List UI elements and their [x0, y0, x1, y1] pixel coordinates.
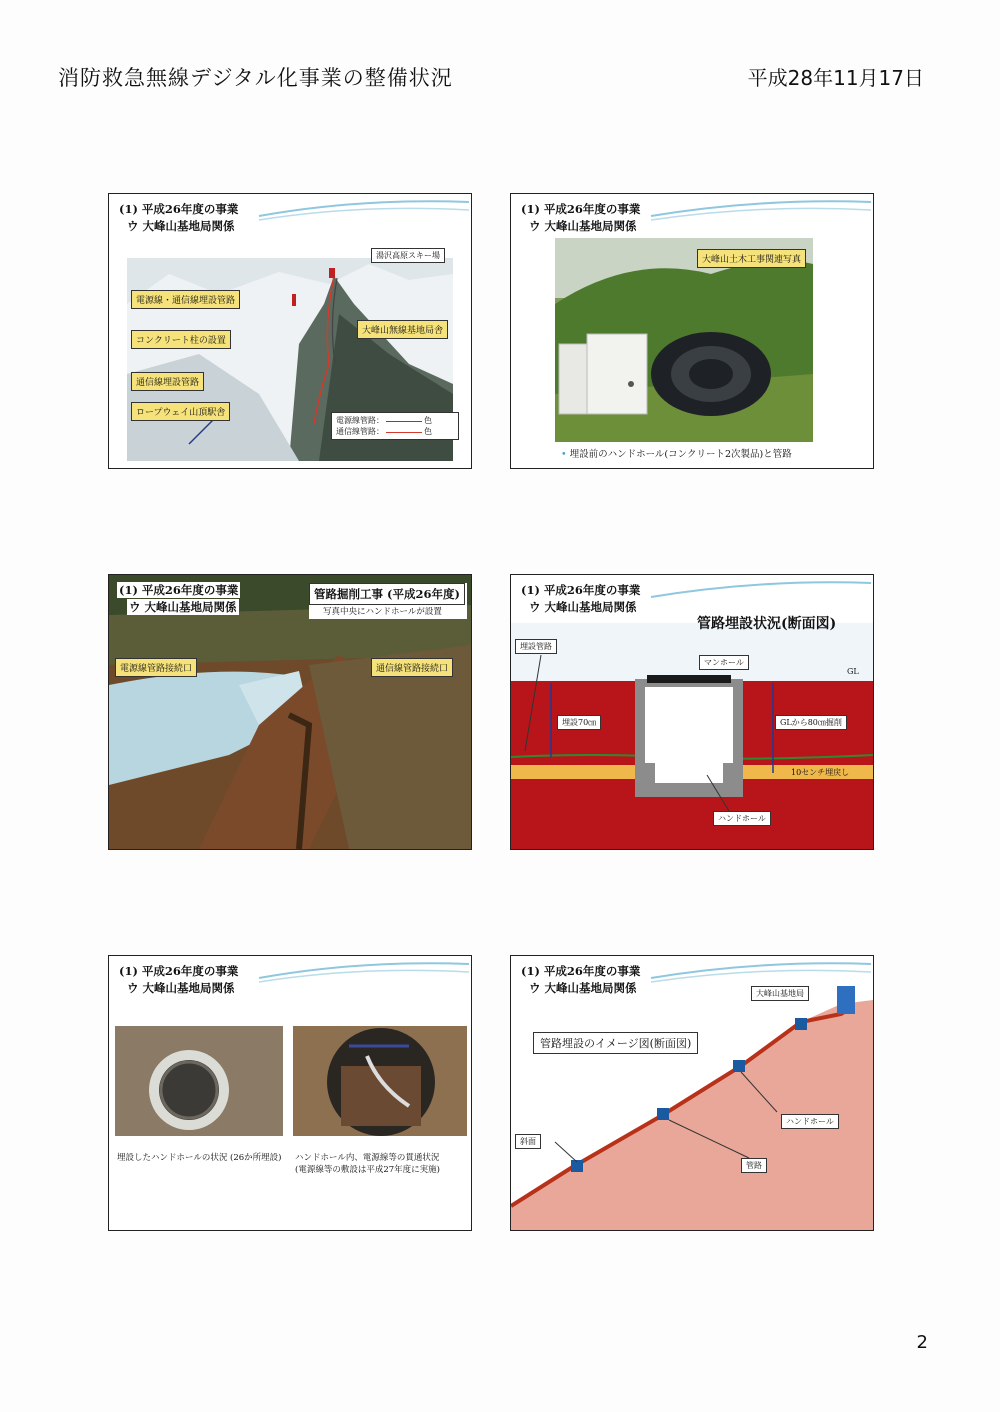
document-title: 消防救急無線デジタル化事業の整備状況: [58, 66, 453, 90]
slide-subheading: ウ 大峰山基地局関係: [529, 981, 637, 995]
label-concrete-pole: コンクリート柱の設置: [131, 330, 231, 349]
slide-4: [510, 574, 874, 850]
slide-heading: (1) 平成26年度の事業: [119, 583, 239, 597]
diagram-title: 管路埋設状況(断面図): [697, 616, 837, 632]
caption-right-1: ハンドホール内、電源線等の貫通状況: [295, 1153, 440, 1163]
label-gl: GL: [847, 667, 859, 676]
slide-subheading: ウ 大峰山基地局関係: [127, 219, 235, 233]
document-date: 平成28年11月17日: [747, 66, 924, 90]
label-power-conduit-port: 電源線管路接続口: [115, 658, 197, 677]
slide-5-background: [109, 956, 471, 1230]
slide-heading: (1) 平成26年度の事業: [119, 202, 239, 216]
label-comm-conduit-port: 通信線管路接続口: [371, 658, 453, 677]
slide-heading: (1) 平成26年度の事業: [521, 964, 641, 978]
label-power-comm-conduit: 電源線・通信線埋設管路: [131, 290, 240, 309]
slide-5: [108, 955, 472, 1231]
label-backfill: 10センチ埋戻し: [791, 768, 850, 777]
map-title: 湯沢高原スキー場: [371, 248, 445, 263]
label-base-station: 大峰山基地局: [751, 986, 809, 1001]
photo-caption: • 埋設前のハンドホール(コンクリート2次製品)と管路: [561, 449, 792, 460]
page-number: 2: [916, 1332, 928, 1353]
slide-subheading: ウ 大峰山基地局関係: [129, 600, 237, 614]
slide-6: [510, 955, 874, 1231]
slide-2: [510, 193, 874, 469]
slide-3: [108, 574, 472, 850]
slide-subheading: ウ 大峰山基地局関係: [529, 600, 637, 614]
slide-1: [108, 193, 472, 469]
label-comm-conduit: 通信線埋設管路: [131, 372, 204, 391]
label-pipe: 管路: [741, 1158, 767, 1173]
label-base-station: 大峰山無線基地局舎: [357, 320, 448, 339]
caption-right-2: (電源線等の敷設は平成27年度に実施): [295, 1165, 440, 1175]
bullet-icon: •: [561, 449, 570, 460]
slide-heading: (1) 平成26年度の事業: [521, 202, 641, 216]
slide-subheading: ウ 大峰山基地局関係: [529, 219, 637, 233]
box-title: 管路掘削工事 (平成26年度): [309, 583, 465, 605]
label-handhole: ハンドホール: [781, 1114, 839, 1129]
box-subtitle: 写真中央にハンドホールが設置: [323, 607, 442, 617]
label-excavation: GLから80㎝掘削: [775, 715, 847, 730]
slide-heading: (1) 平成26年度の事業: [521, 583, 641, 597]
slide-6-background: [511, 956, 873, 1230]
slide-2-background: [511, 194, 873, 468]
label-manhole: マンホール: [699, 655, 749, 670]
label-ropeway-station: ロープウェイ山頂駅舎: [131, 402, 230, 421]
diagram-title: 管路埋設のイメージ図(断面図): [533, 1032, 698, 1054]
photo-label: 大峰山土木工事関連写真: [697, 249, 806, 268]
slide-subheading: ウ 大峰山基地局関係: [127, 981, 235, 995]
slide-heading: (1) 平成26年度の事業: [119, 964, 239, 978]
caption-left: 埋設したハンドホールの状況 (26か所埋設): [117, 1153, 282, 1163]
legend-power: 電源線管路： 色: [336, 416, 432, 425]
label-buried-pipe: 埋設管路: [515, 639, 557, 654]
label-slope: 斜面: [515, 1134, 541, 1149]
title-box: [309, 583, 467, 619]
label-depth: 埋設70㎝: [557, 715, 601, 730]
label-handhole: ハンドホール: [713, 811, 771, 826]
legend-comm: 通信線管路： 色: [336, 427, 432, 436]
map-legend: [331, 412, 459, 440]
